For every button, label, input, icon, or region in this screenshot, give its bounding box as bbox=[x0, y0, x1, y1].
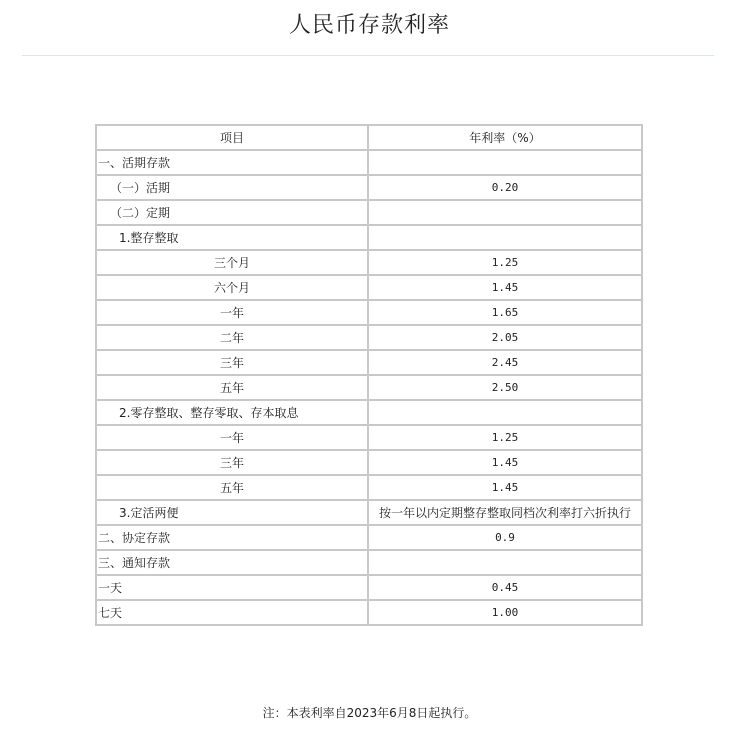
row-rate-value: 按一年以内定期整存整取同档次利率打六折执行 bbox=[368, 500, 642, 525]
row-item-label: 三年 bbox=[96, 350, 368, 375]
table-row bbox=[96, 525, 642, 550]
table-row bbox=[96, 550, 642, 575]
table-row bbox=[96, 175, 642, 200]
column-header-rate: 年利率（%） bbox=[368, 125, 642, 150]
table-row bbox=[96, 400, 642, 425]
row-rate-value: 2.45 bbox=[368, 350, 642, 375]
table-row bbox=[96, 575, 642, 600]
table-header-row bbox=[96, 125, 642, 150]
row-item-label: 六个月 bbox=[96, 275, 368, 300]
row-rate-value: 1.45 bbox=[368, 275, 642, 300]
row-rate-value bbox=[368, 225, 642, 250]
row-item-label: 五年 bbox=[96, 475, 368, 500]
column-header-item: 项目 bbox=[96, 125, 368, 150]
row-item-label: 2.零存整取、整存零取、存本取息 bbox=[96, 400, 368, 425]
deposit-rate-table bbox=[95, 124, 643, 626]
row-item-label: 3.定活两便 bbox=[96, 500, 368, 525]
table-row bbox=[96, 500, 642, 525]
table-row bbox=[96, 225, 642, 250]
table-row bbox=[96, 350, 642, 375]
row-item-label: 1.整存整取 bbox=[96, 225, 368, 250]
row-rate-value: 2.50 bbox=[368, 375, 642, 400]
table-row bbox=[96, 200, 642, 225]
row-rate-value: 1.45 bbox=[368, 475, 642, 500]
page-title: 人民币存款利率 bbox=[288, 13, 450, 38]
table-row bbox=[96, 425, 642, 450]
row-rate-value: 1.25 bbox=[368, 250, 642, 275]
row-rate-value: 0.9 bbox=[368, 525, 642, 550]
row-item-label: 二、协定存款 bbox=[96, 525, 368, 550]
table-row bbox=[96, 150, 642, 175]
row-item-label: 一年 bbox=[96, 300, 368, 325]
row-item-label: 二年 bbox=[96, 325, 368, 350]
table-row bbox=[96, 475, 642, 500]
row-item-label: 一年 bbox=[96, 425, 368, 450]
table-row bbox=[96, 450, 642, 475]
row-item-label: 三个月 bbox=[96, 250, 368, 275]
table-row bbox=[96, 325, 642, 350]
row-item-label: （二）定期 bbox=[96, 200, 368, 225]
row-rate-value bbox=[368, 200, 642, 225]
effective-date-note: 注：本表利率自2023年6月8日起执行。 bbox=[262, 706, 477, 720]
row-rate-value: 0.20 bbox=[368, 175, 642, 200]
row-rate-value: 1.25 bbox=[368, 425, 642, 450]
title-divider bbox=[22, 55, 714, 56]
table-row bbox=[96, 600, 642, 625]
row-rate-value bbox=[368, 550, 642, 575]
row-item-label: 五年 bbox=[96, 375, 368, 400]
row-item-label: 七天 bbox=[96, 600, 368, 625]
row-rate-value: 1.65 bbox=[368, 300, 642, 325]
row-item-label: 三年 bbox=[96, 450, 368, 475]
row-rate-value: 2.05 bbox=[368, 325, 642, 350]
row-item-label: 一、活期存款 bbox=[96, 150, 368, 175]
row-rate-value: 1.45 bbox=[368, 450, 642, 475]
table-row bbox=[96, 275, 642, 300]
table-row bbox=[96, 250, 642, 275]
row-rate-value: 0.45 bbox=[368, 575, 642, 600]
row-rate-value bbox=[368, 400, 642, 425]
row-rate-value bbox=[368, 150, 642, 175]
row-item-label: 一天 bbox=[96, 575, 368, 600]
row-item-label: （一）活期 bbox=[96, 175, 368, 200]
table-row bbox=[96, 300, 642, 325]
row-item-label: 三、通知存款 bbox=[96, 550, 368, 575]
row-rate-value: 1.00 bbox=[368, 600, 642, 625]
table-row bbox=[96, 375, 642, 400]
